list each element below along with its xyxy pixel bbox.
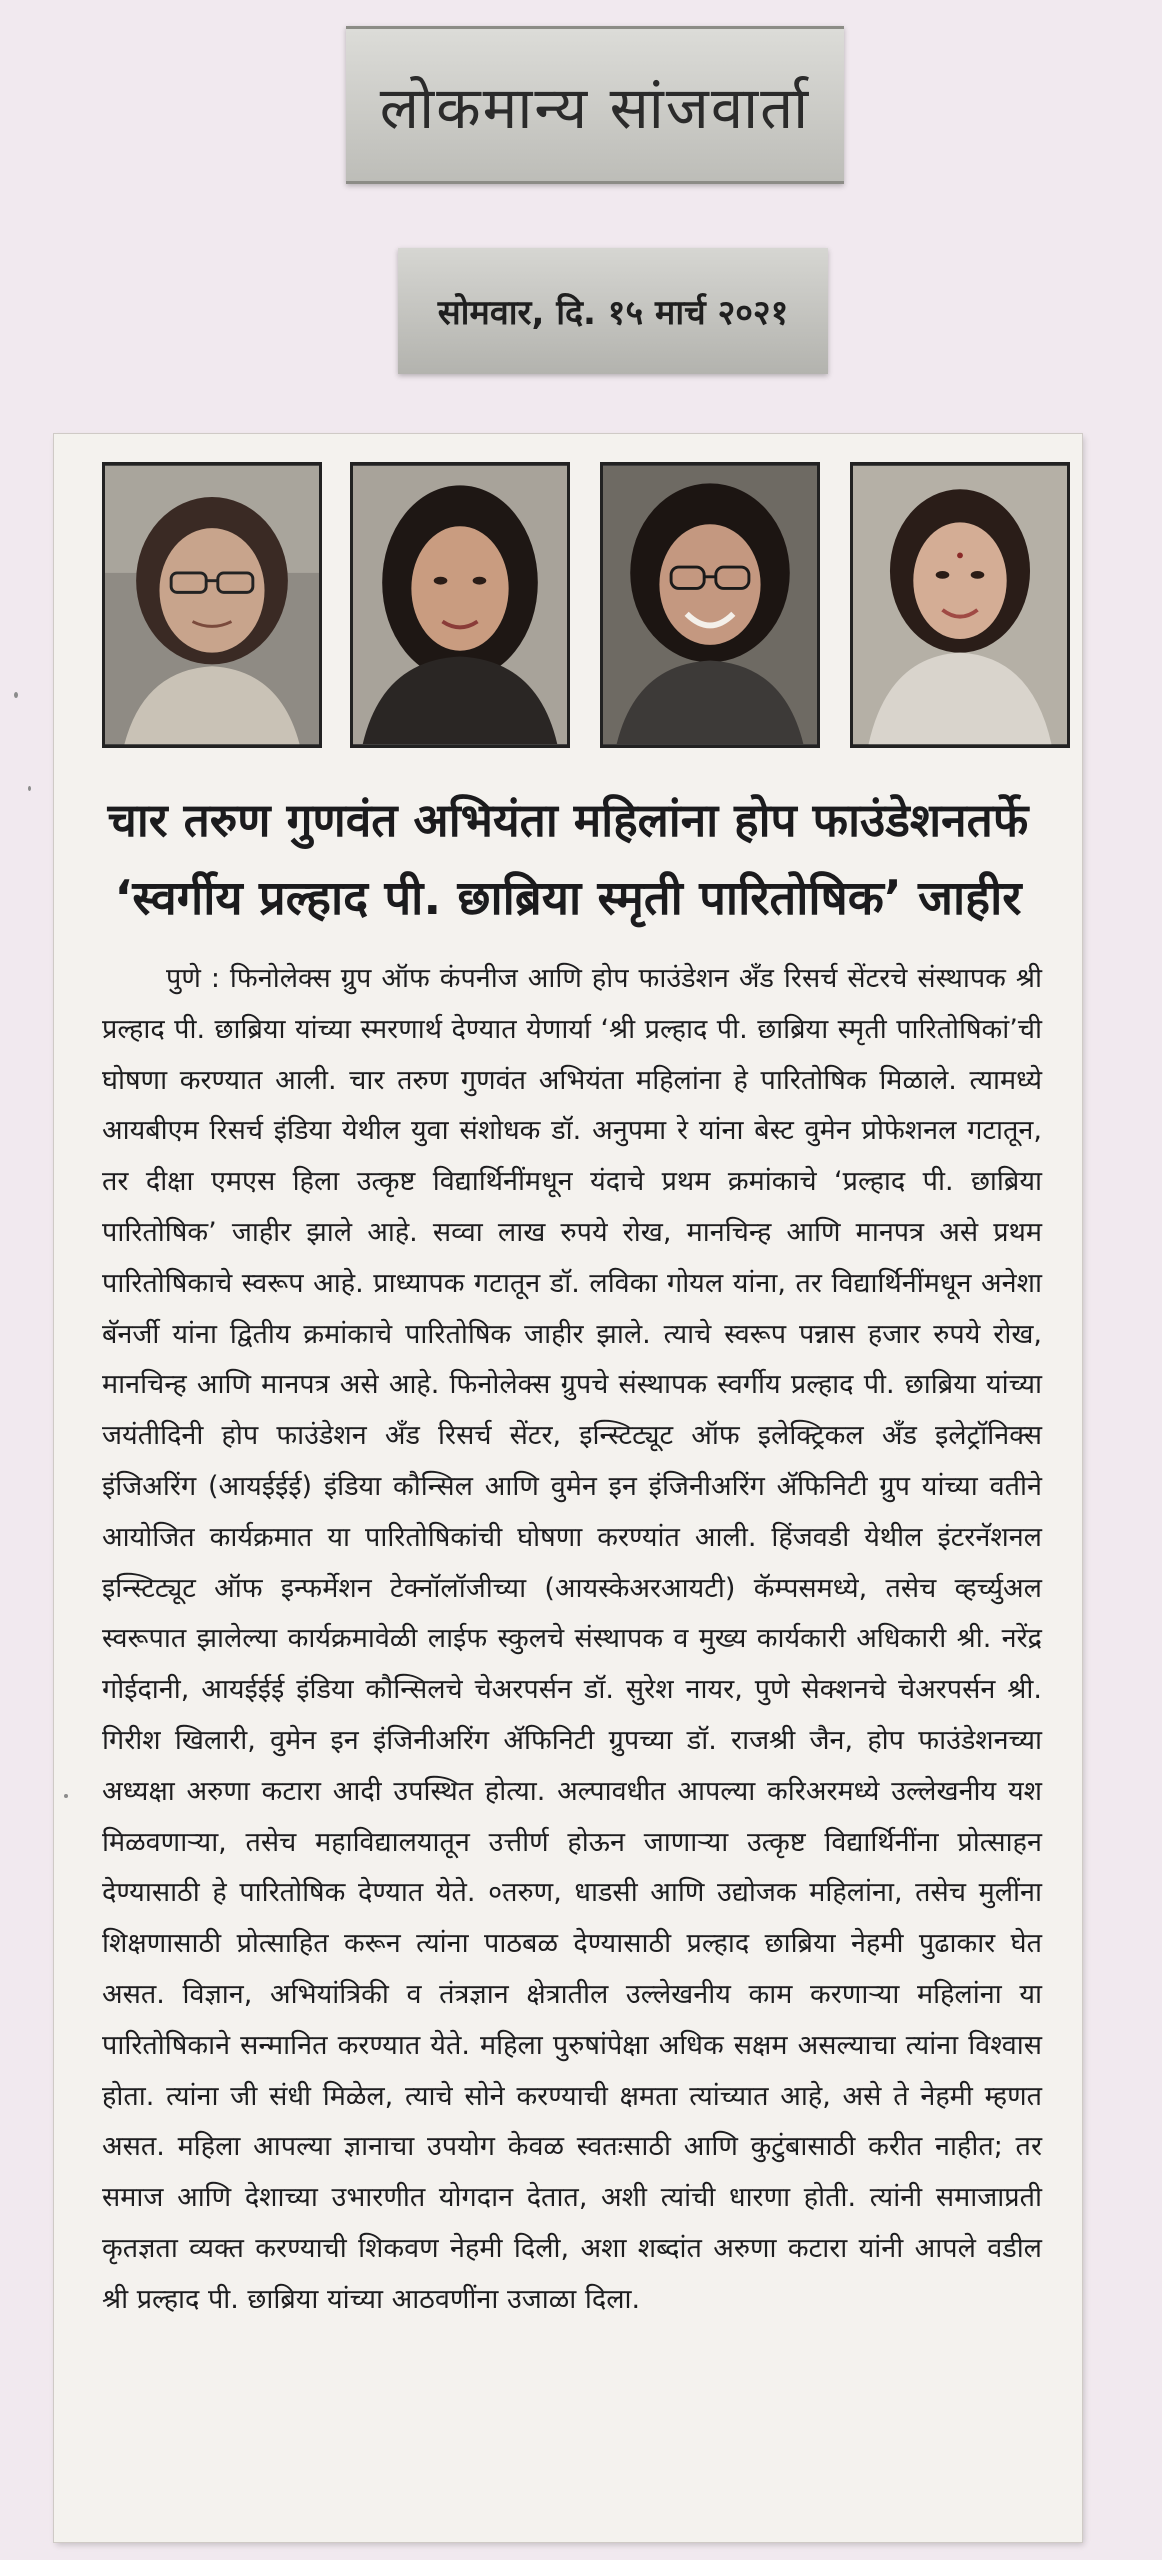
paper-speck xyxy=(64,1794,68,1798)
portrait-image-3 xyxy=(603,465,817,745)
newspaper-masthead xyxy=(346,26,844,184)
portrait-photo-1 xyxy=(102,462,322,748)
newspaper-name: लोकमान्य सांजवार्ता xyxy=(379,73,811,142)
publication-date: सोमवार, दि. १५ मार्च २०२१ xyxy=(437,293,789,333)
portrait-photo-4 xyxy=(850,462,1070,748)
portrait-image-1 xyxy=(105,465,319,745)
article-body: पुणे : फिनोलेक्स ग्रुप ऑफ कंपनीज आणि होप फाउंडेशन अँड रिसर्च सेंटरचे संस्थापक श्री प्रल्हाद पी. छाब्रिया यांच्या स्मरणार्थ देण्यात येणार्या ‘श्री प्रल्हाद पी. छाब्रिया स्मृती पारितोषिकां’ची घोषणा करण्यात आली. चार तरुण गुणवंत अभियंता महिलांना हे पारितोषिक मिळाले. त्यामध्ये आयबीएम रिसर्च इंडिया येथील युवा संशोधक डॉ. अनुपमा रे यांना बेस्ट वुमेन प्रोफेशनल गटातून, तर दीक्षा एमएस हिला उत्कृष्ट विद्यार्थिनींमधून यंदाचे प्रथम क्रमांकाचे ‘प्रल्हाद पी. छाब्रिया पारितोषिक’ जाहीर झाले आहे. सव्वा लाख रुपये रोख, मानचिन्ह आणि मानपत्र असे प्रथम पारितोषिकाचे स्वरूप आहे. प्राध्यापक गटातून डॉ. लविका गोयल यांना, तर विद्यार्थिनींमधून अनेशा बॅनर्जी यांना द्वितीय क्रमांकाचे पारितोषिक जाहीर झाले. त्याचे स्वरूप पन्नास हजार रुपये रोख, मानचिन्ह आणि मानपत्र असे आहे. फिनोलेक्स ग्रुपचे संस्थापक स्वर्गीय प्रल्हाद पी. छाब्रिया यांच्या जयंतीदिनी होप फाउंडेशन अँड रिसर्च सेंटर, इन्स्टिट्यूट ऑफ इलेक्ट्रिकल अँड इलेट्रॉनिक्स इंजिअरिंग (आयईईई) इंडिया कौन्सिल आणि वुमेन इन इंजिनीअरिंग ॲफिनिटी ग्रुप यांच्या वतीने आयोजित कार्यक्रमात या पारितोषिकांची घोषणा करण्यांत आली. हिंजवडी येथील इंटरनॅशनल इन्स्टिट्यूट ऑफ इन्फर्मेशन टेक्नॉलॉजीच्या (आयस्केअरआयटी) कॅम्पसमध्ये, तसेच व्हर्च्युअल स्वरूपात झालेल्या कार्यक्रमावेळी लाईफ स्कुलचे संस्थापक व मुख्य कार्यकारी अधिकारी श्री. नरेंद्र गोईदानी, आयईईई इंडिया कौन्सिलचे चेअरपर्सन डॉ. सुरेश नायर, पुणे सेक्शनचे चेअरपर्सन श्री. गिरीश खिलारी, वुमेन इन इंजिनीअरिंग ॲफिनिटी ग्रुपच्या डॉ. राजश्री जैन, होप फाउंडेशनच्या अध्यक्षा अरुणा कटारा आदी उपस्थित होत्या. अल्पावधीत आपल्या करिअरमध्ये उल्लेखनीय यश मिळवणाऱ्या, तसेच महाविद्यालयातून उत्तीर्ण होऊन जाणाऱ्या उत्कृष्ट विद्यार्थिनींना प्रोत्साहन देण्यासाठी हे पारितोषिक देण्यात येते. ०तरुण, धाडसी आणि उद्योजक महिलांना, तसेच मुलींना शिक्षणासाठी प्रोत्साहित करून त्यांना पाठबळ देण्यासाठी प्रल्हाद छाब्रिया नेहमी पुढाकार घेत असत. विज्ञान, अभियांत्रिकी व तंत्रज्ञान क्षेत्रातील उल्लेखनीय काम करणाऱ्या महिलांना या पारितोषिकाने सन्मानित करण्यात येते. महिला पुरुषांपेक्षा अधिक सक्षम असल्याचा त्यांना विश्वास होता. त्यांना जी संधी मिळेल, त्याचे सोने करण्याची क्षमता त्यांच्यात आहे, असे ते नेहमी म्हणत असत. महिला आपल्या ज्ञानाचा उपयोग केवळ स्वतःसाठी आणि कुटुंबासाठी करीत नाहीत; तर समाज आणि देशाच्या उभारणीत योगदान देतात, अशी त्यांची धारणा होती. त्यांनी समाजाप्रती कृतज्ञता व्यक्त करण्याची शिकवण नेहमी दिली, अशा शब्दांत अरुणा कटारा यांनी आपले वडील श्री प्रल्हाद पी. छाब्रिया यांच्या आठवणींना उजाळा दिला. xyxy=(102,963,1042,2315)
portrait-image-4 xyxy=(853,465,1067,745)
portrait-image-2 xyxy=(353,465,567,745)
headline-line-1: चार तरुण गुणवंत अभियंता महिलांना होप फाउंडेशनतर्फे xyxy=(107,793,1029,847)
headline-line-2: ‘स्वर्गीय प्रल्हाद पी. छाब्रिया स्मृती पारितोषिक’ जाहीर xyxy=(114,871,1022,926)
news-clipping xyxy=(54,434,1082,2542)
dateline-strip xyxy=(398,248,828,374)
portrait-photo-2 xyxy=(350,462,570,748)
photo-row xyxy=(102,462,1070,748)
paper-speck xyxy=(28,786,31,791)
paper-speck xyxy=(14,692,18,698)
portrait-photo-3 xyxy=(600,462,820,748)
